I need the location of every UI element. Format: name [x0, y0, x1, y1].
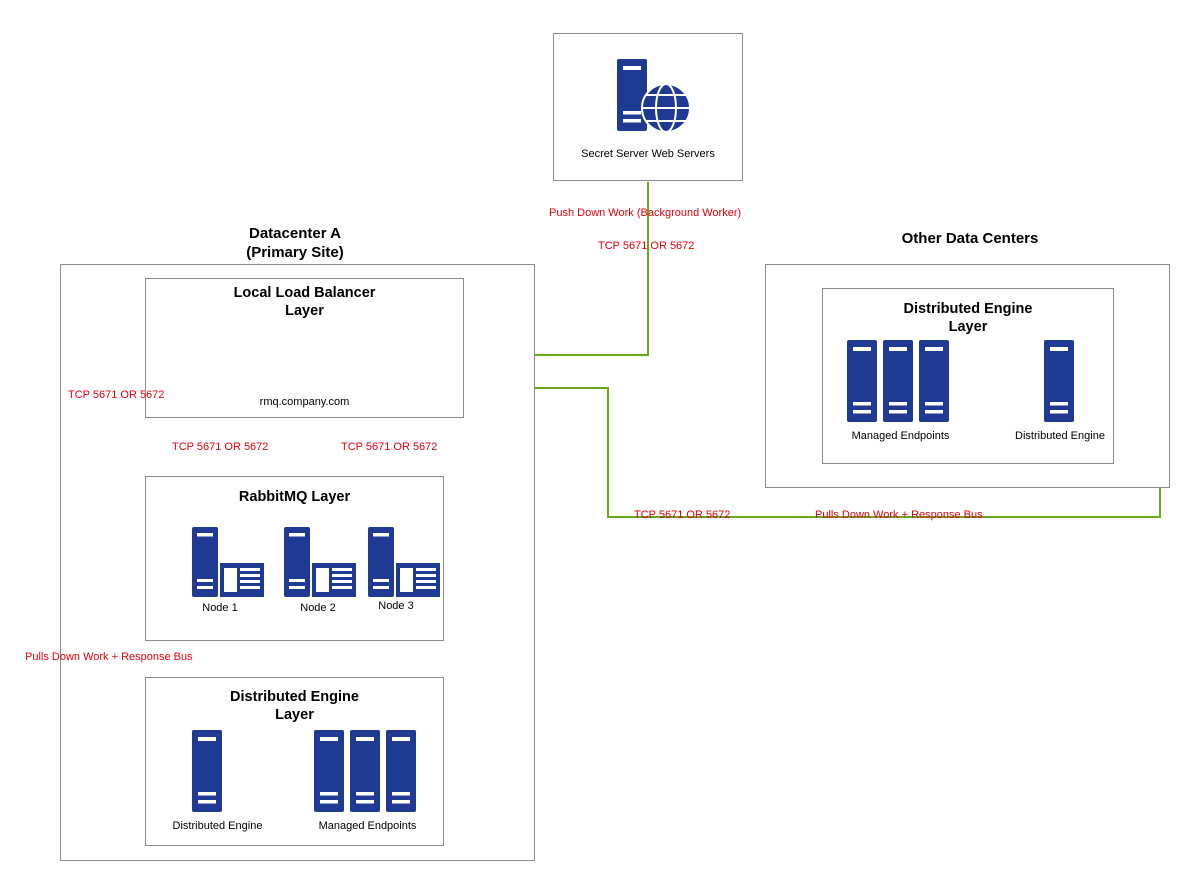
edge-label-push-down-port: TCP 5671 OR 5672 [598, 240, 695, 252]
local-load-balancer-layer-title [145, 284, 464, 320]
de-other-title-line2: Layer [948, 319, 988, 336]
load-balancer-host-caption: rmq.company.com [259, 396, 350, 408]
other-distributed-engine-caption: Distributed Engine [1015, 430, 1105, 442]
de-other-title-line1: Distributed Engine [903, 301, 1033, 317]
rabbitmq-node2-icon [282, 527, 358, 600]
distributed-engine-layer-other-title [822, 300, 1114, 336]
rabbitmq-node1-caption: Node 1 [202, 602, 238, 614]
lb-title-line2: Layer [285, 303, 324, 320]
primary-distributed-engine-icon [190, 730, 224, 815]
edge-label-node1-port: TCP 5671 OR 5672 [172, 441, 269, 453]
rabbitmq-node2-caption: Node 2 [300, 602, 336, 614]
lb-title-line1: Local Load Balancer [233, 285, 376, 301]
datacenter-a-title [120, 225, 470, 263]
datacenter-a-title-line2: (Primary Site) [246, 243, 344, 261]
other-data-centers-title [790, 230, 1150, 249]
edge-label-pulls-down-work-right: Pulls Down Work + Response Bus [815, 509, 983, 521]
primary-distributed-engine-caption: Distributed Engine [172, 820, 263, 832]
edge-label-other-dc-port: TCP 5671 OR 5672 [634, 509, 731, 521]
primary-managed-endpoints-icon [312, 730, 422, 815]
primary-managed-endpoints-caption: Managed Endpoints [318, 820, 417, 832]
other-dc-title-line1: Other Data Centers [901, 230, 1039, 247]
edge-label-node3-port: TCP 5671 OR 5672 [341, 441, 438, 453]
other-distributed-engine-icon [1042, 340, 1076, 425]
de-primary-title-line1: Distributed Engine [230, 689, 359, 705]
rabbitmq-title-line1: RabbitMQ Layer [238, 489, 351, 505]
web-servers-caption: Secret Server Web Servers [581, 148, 715, 160]
web-server-icon [604, 57, 696, 142]
rabbitmq-node1-icon [190, 527, 266, 600]
edge-label-pulls-down-work-left: Pulls Down Work + Response Bus [25, 651, 193, 663]
rabbitmq-layer-title [145, 488, 444, 506]
edge-label-push-down-work: Push Down Work (Background Worker) [549, 207, 742, 219]
edge-label-lb-left-port: TCP 5671 OR 5672 [68, 389, 165, 401]
rabbitmq-node3-icon [366, 527, 442, 600]
de-primary-title-line2: Layer [275, 707, 314, 724]
datacenter-a-title-line1: Datacenter A [249, 225, 341, 242]
other-managed-endpoints-caption: Managed Endpoints [851, 430, 950, 442]
rabbitmq-node3-caption: Node 3 [378, 600, 414, 612]
distributed-engine-layer-primary-title [145, 688, 444, 724]
other-managed-endpoints-icon [845, 340, 955, 425]
